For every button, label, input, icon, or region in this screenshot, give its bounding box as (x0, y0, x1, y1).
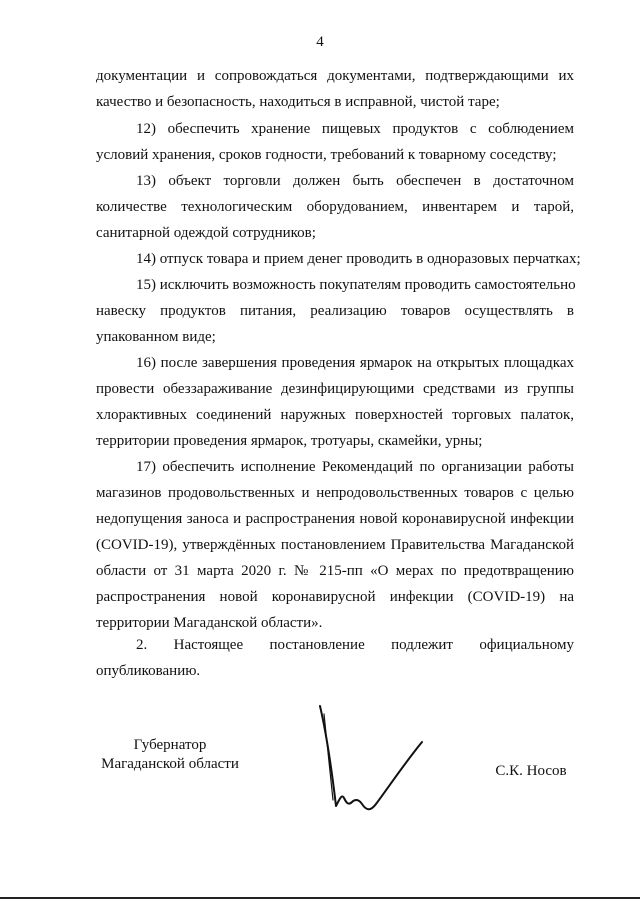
text-line: недопущения заноса и распространения новой коронавирусной инфекции (96, 511, 574, 527)
text-line: 14) отпуск товара и прием денег проводить в одноразовых перчатках; (136, 251, 581, 267)
page-number: 4 (316, 34, 324, 50)
signatory-title-line1: Губернатор (133, 737, 207, 753)
text-line: провести обеззараживание дезинфицирующими средствами из группы (96, 381, 574, 397)
text-line: территории проведения ярмарок, тротуары, скамейки, урны; (96, 433, 483, 449)
text-line: распространения новой коронавирусной инфекции (COVID-19) на (96, 589, 574, 605)
text-line: документации и сопровождаться документами, подтверждающими их (96, 68, 574, 84)
text-line: 15) исключить возможность покупателям проводить самостоятельно (136, 277, 576, 293)
text-line: 12) обеспечить хранение пищевых продуктов с соблюдением (136, 121, 574, 137)
text-line: 13) объект торговли должен быть обеспечен в достаточном (136, 173, 574, 189)
text-line: опубликованию. (96, 663, 201, 679)
signatory-title (80, 736, 260, 774)
text-line: территории Магаданской области». (96, 615, 323, 631)
text-line: условий хранения, сроков годности, требований к товарному соседству; (96, 147, 557, 163)
text-line: 17) обеспечить исполнение Рекомендаций по организации работы (136, 459, 574, 475)
text-line: 2. Настоящее постановление подлежит официальному (136, 637, 574, 653)
text-line: количестве технологическим оборудованием, инвентарем и тарой, (96, 199, 574, 215)
text-line: области от 31 марта 2020 г. № 215-пп «О мерах по предотвращению (96, 563, 574, 579)
text-line: санитарной одеждой сотрудников; (96, 225, 316, 241)
text-line: 16) после завершения проведения ярмарок на открытых площадках (136, 355, 574, 371)
text-line: упакованном виде; (96, 329, 216, 345)
text-line: навеску продуктов питания, реализацию товаров осуществлять в (96, 303, 574, 319)
text-line: (COVID-19), утверждённых постановлением Правительства Магаданской (96, 537, 574, 553)
signatory-name: С.К. Носов (495, 763, 567, 779)
text-line: магазинов продовольственных и непродовольственных товаров с целью (96, 485, 574, 501)
signatory-title-line2: Магаданской области (101, 756, 239, 772)
handwritten-signature (318, 702, 428, 825)
text-line: качество и безопасность, находиться в исправной, чистой таре; (96, 94, 500, 110)
scan-edge-line (0, 897, 640, 899)
text-line: хлорактивных соединений наружных поверхностей торговых палаток, (96, 407, 574, 423)
